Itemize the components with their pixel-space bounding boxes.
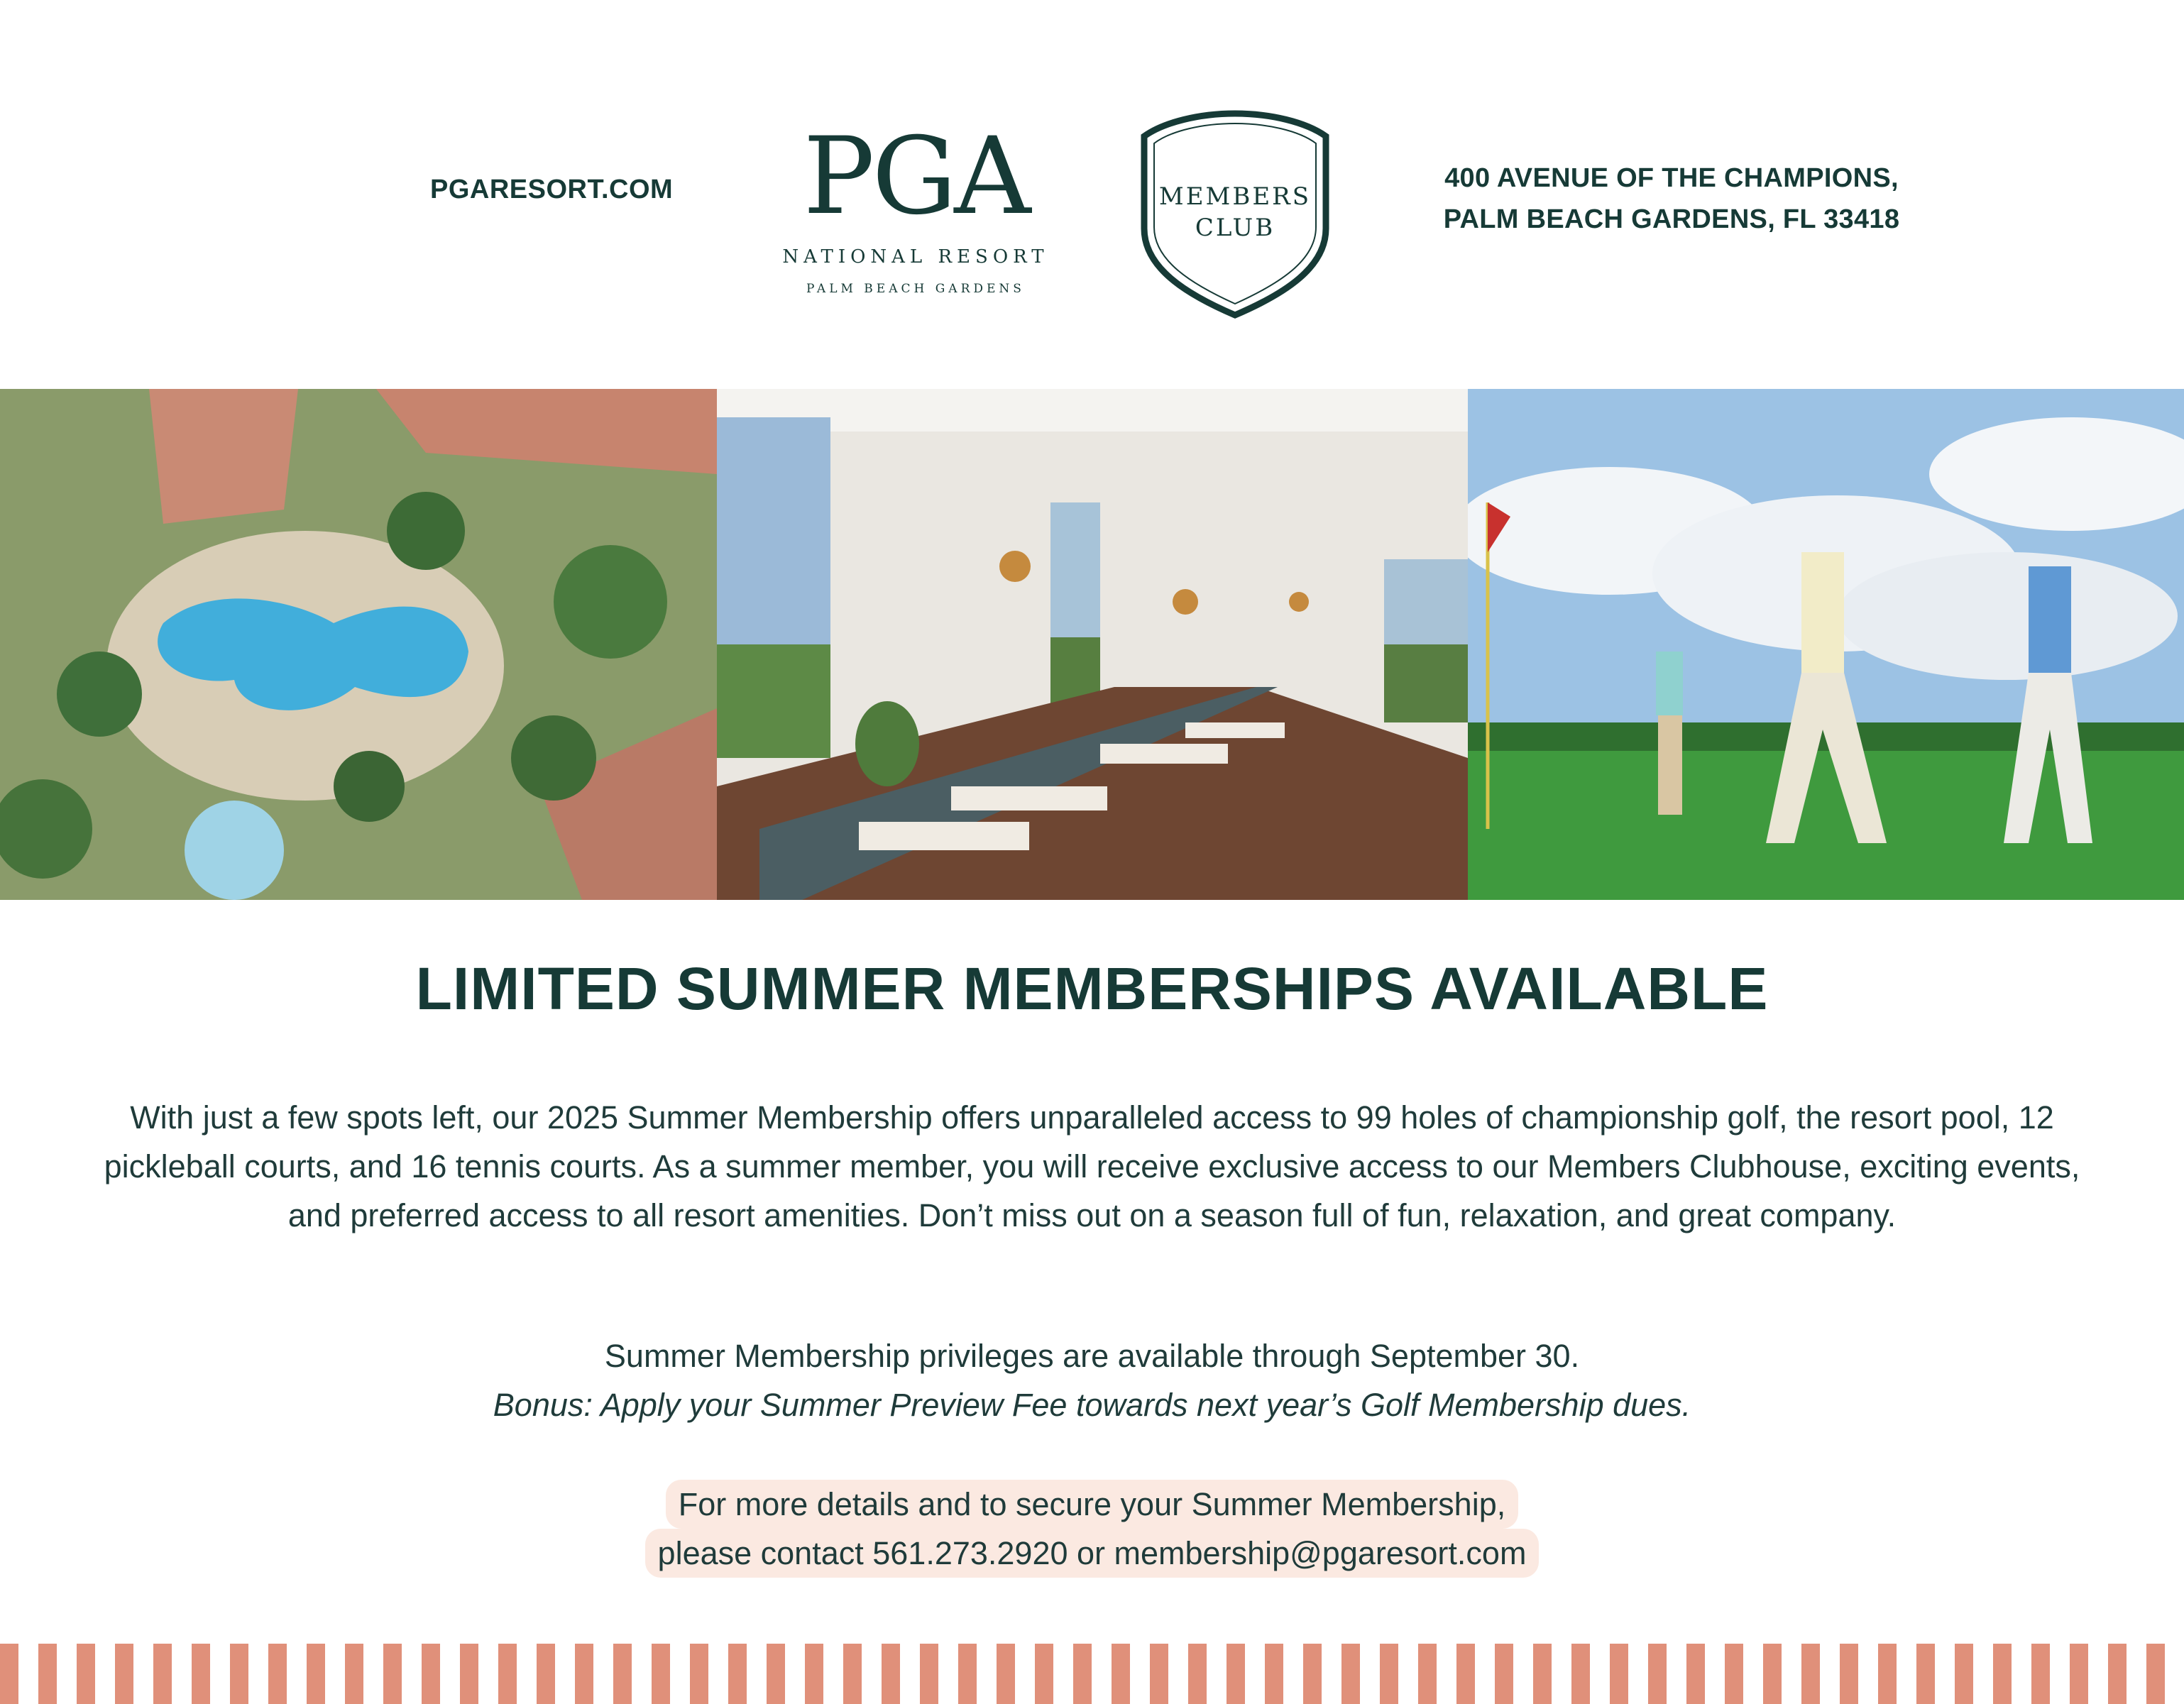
contact-line-2[interactable]: please contact 561.273.2920 or membership@pgaresort.com bbox=[645, 1529, 1540, 1578]
resort-address bbox=[1416, 158, 1927, 240]
crest-line-2: CLUB bbox=[1195, 214, 1275, 242]
address-line-1: 400 AVENUE OF THE CHAMPIONS, bbox=[1444, 163, 1899, 193]
pga-national-resort-logo bbox=[774, 128, 1058, 305]
restaurant-interior-photo bbox=[717, 389, 1468, 900]
logo-line-2: PALM BEACH GARDENS bbox=[806, 282, 1025, 296]
bonus-note: Bonus: Apply your Summer Preview Fee towards next year’s Golf Membership dues. bbox=[493, 1387, 1691, 1423]
members-club-crest bbox=[1136, 108, 1334, 321]
golfers-walking-photo bbox=[1468, 389, 2184, 900]
membership-description: With just a few spots left, our 2025 Summer Membership offers unparalleled access to 99 holes of championship golf, the resort pool, 12 pickleball courts, and 16 tennis courts. As a summer member, you will receive exclusive access to our Members Clubhouse, exciting events, and preferred access to all resort amenities. Don’t miss out on a season full of fun, relaxation, and great company. bbox=[104, 1099, 2080, 1233]
privileges-note: Summer Membership privileges are available through September 30. bbox=[604, 1338, 1580, 1374]
address-line-2: PALM BEACH GARDENS, FL 33418 bbox=[1443, 204, 1900, 234]
contact-line-1: For more details and to secure your Summer Membership, bbox=[666, 1480, 1518, 1529]
crest-line-1: MEMBERS bbox=[1158, 182, 1312, 211]
website-link[interactable]: PGARESORT.COM bbox=[430, 175, 674, 204]
decorative-stripe-border bbox=[0, 1644, 2184, 1704]
contact-callout bbox=[0, 1480, 2184, 1578]
aerial-pool-photo bbox=[0, 389, 717, 900]
logo-wordmark: PGA bbox=[803, 128, 1028, 238]
page-headline: LIMITED SUMMER MEMBERSHIPS AVAILABLE bbox=[415, 955, 1769, 1022]
logo-line-1: NATIONAL RESORT bbox=[782, 246, 1049, 268]
